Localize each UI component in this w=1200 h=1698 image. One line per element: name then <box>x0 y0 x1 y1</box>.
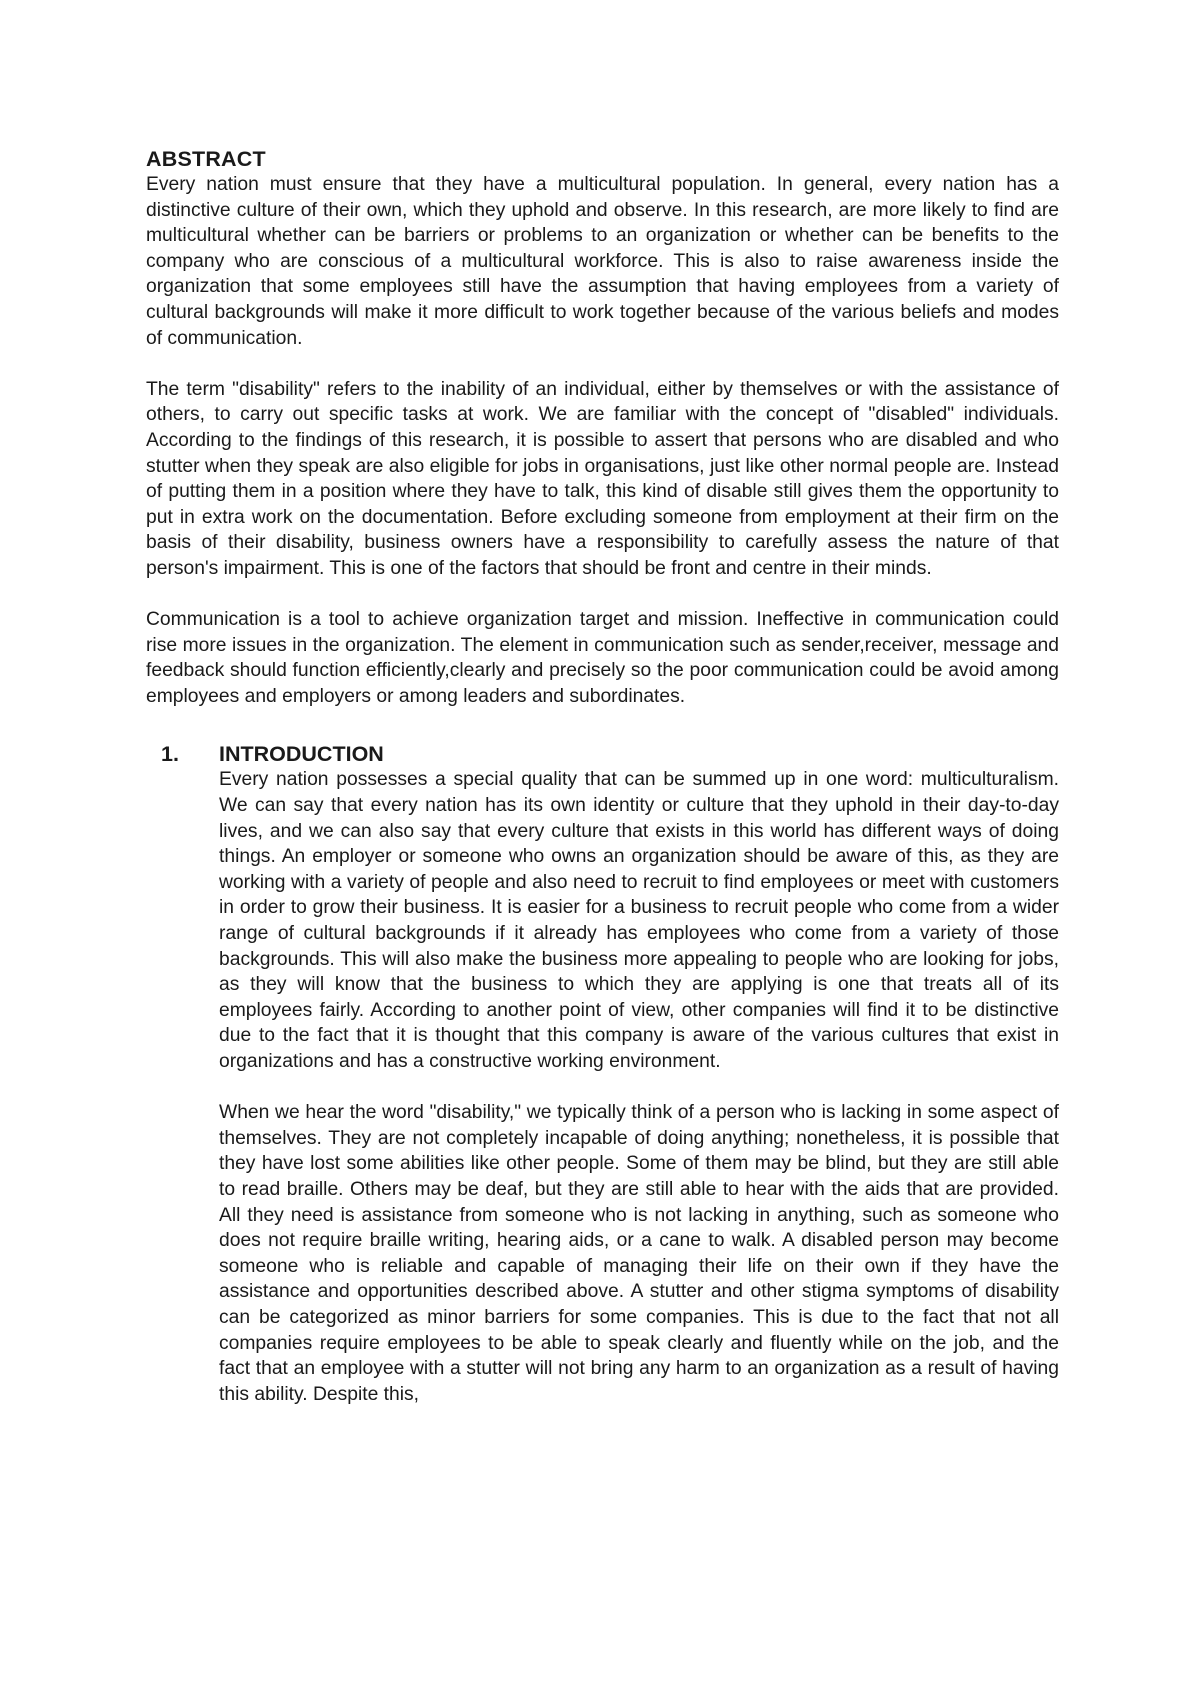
paragraph-spacer <box>219 1075 1059 1101</box>
paragraph-spacer <box>146 351 1059 377</box>
document-content <box>146 146 1059 1407</box>
introduction-section <box>146 741 1059 1407</box>
section-number: 1. <box>161 742 179 767</box>
abstract-paragraph-1: Every nation must ensure that they have a multicultural population. In general, every nation has a distinctive culture of their own, which they uphold and observe. In this research, are more likely to find are multicultural whether can be barriers or problems to an organization or whether can be benefits to the company who are conscious of a multicultural workforce. This is also to raise awareness inside the organization that some employees still have the assumption that having employees from a variety of cultural backgrounds will make it more difficult to work together because of the various beliefs and modes of communication. <box>146 174 1059 349</box>
paragraph-spacer <box>146 582 1059 608</box>
abstract-paragraph-2: The term "disability" refers to the inability of an individual, either by themselves or with the assistance of others, to carry out specific tasks at work. We are familiar with the concept of "disabled" individuals. According to the findings of this research, it is possible to assert that persons who are disabled and who stutter when they speak are also eligible for jobs in organisations, just like other normal people are. Instead of putting them in a position where they have to talk, this kind of disable still gives them the opportunity to put in extra work on the documentation. Before excluding someone from employment at their firm on the basis of their disability, business owners have a responsibility to carefully assess the nature of that person's impairment. This is one of the factors that should be front and centre in their minds. <box>146 378 1059 579</box>
introduction-body <box>219 767 1059 1407</box>
abstract-paragraph-3: Communication is a tool to achieve organization target and mission. Ineffective in communication could rise more issues in the organization. The element in communication such as sender,receiver, message and feedback should function efficiently,clearly and precisely so the poor communication could be avoid among employees and employers or among leaders and subordinates. <box>146 609 1059 707</box>
abstract-heading: ABSTRACT <box>146 147 266 171</box>
introduction-heading <box>146 741 1059 767</box>
introduction-paragraph-1: Every nation possesses a special quality that can be summed up in one word: multiculturalism. We can say that every nation has its own identity or culture that they uphold in their day-to-day lives, and we can also say that every culture that exists in this world has different ways of doing things. An employer or someone who owns an organization should be aware of this, as they are working with a variety of people and also need to recruit to find employees or meet with customers in order to grow their business. It is easier for a business to recruit people who come from a wider range of cultural backgrounds if it already has employees who come from a variety of those backgrounds. This will also make the business more appealing to people who are looking for jobs, as they will know that the business to which they are applying is one that treats all of its employees fairly. According to another point of view, other companies will find it to be distinctive due to the fact that it is thought that this company is aware of the various cultures that exist in organizations and has a constructive working environment. <box>219 769 1059 1072</box>
introduction-paragraph-2: When we hear the word "disability," we typically think of a person who is lacking in some aspect of themselves. They are not completely incapable of doing anything; nonetheless, it is possible that they have lost some abilities like other people. Some of them may be blind, but they are still able to read braille. Others may be deaf, but they are still able to hear with the aids that are provided. All they need is assistance from someone who is not lacking in anything, such as someone who does not require braille writing, hearing aids, or a cane to walk. A disabled person may become someone who is reliable and capable of managing their life on their own if they have the assistance and opportunities described above. A stutter and other stigma symptoms of disability can be categorized as minor barriers for some companies. This is due to the fact that not all companies require employees to be able to speak clearly and fluently while on the job, and the fact that an employee with a stutter will not bring any harm to an organization as a result of having this ability. Despite this, <box>219 1102 1059 1405</box>
section-title: INTRODUCTION <box>219 742 384 767</box>
